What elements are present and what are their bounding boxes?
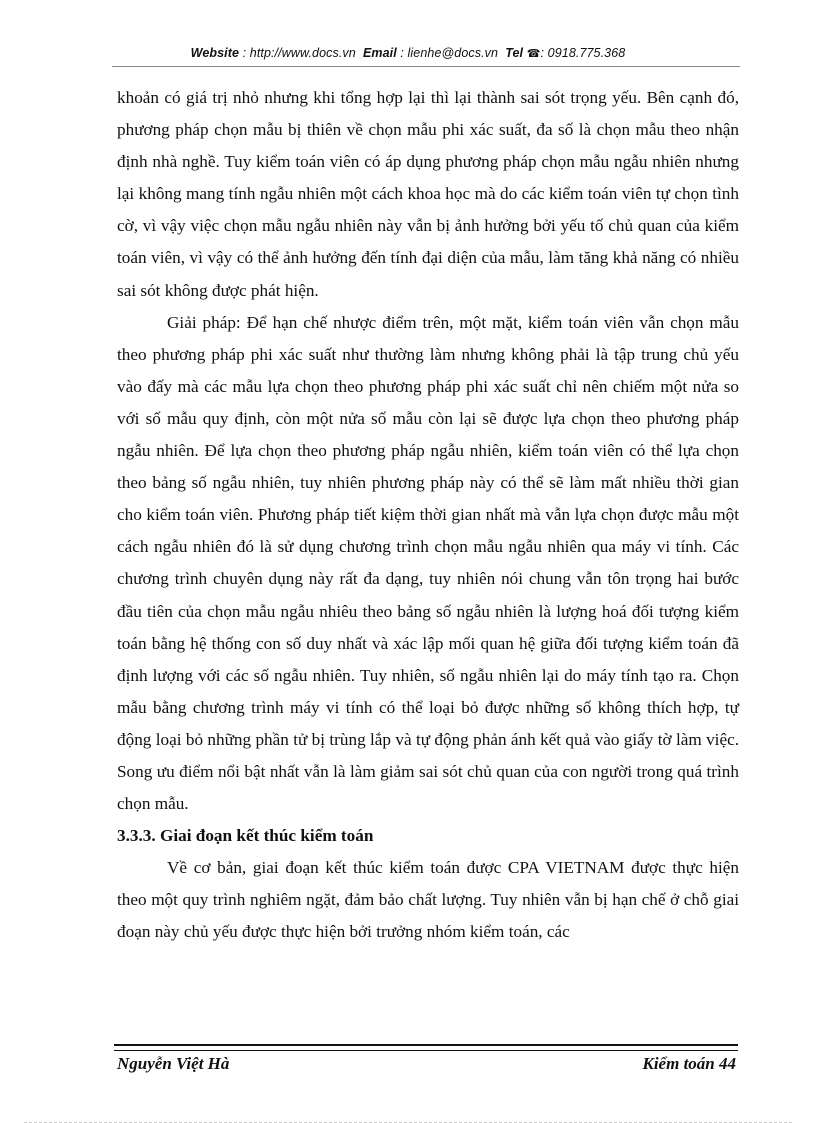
tel-value: : 0918.775.368 <box>540 46 626 60</box>
tel-label: Tel <box>505 46 524 60</box>
footer-divider-thick <box>114 1044 738 1046</box>
website-separator: : <box>239 46 250 60</box>
paragraph-3: Về cơ bản, giai đoạn kết thúc kiểm toán được CPA VIETNAM được thực hiện theo một quy trình nghiêm ngặt, đảm bảo chất lượng. Tuy nhiên vẫn bị hạn chế ở chỗ giai đoạn này chủ yếu được thực hiện bởi trưởng nhóm kiểm toán, các <box>117 858 739 942</box>
footer-page-label: Kiểm toán 44 <box>642 1054 736 1073</box>
email-label: Email <box>362 46 397 60</box>
website-url[interactable]: http://www.docs.vn <box>249 46 356 60</box>
email-value[interactable]: lienhe@docs.vn <box>407 46 499 60</box>
document-body <box>117 82 739 949</box>
email-separator: : <box>396 46 408 60</box>
website-label: Website <box>190 46 240 60</box>
footer-author: Nguyễn Việt Hà <box>117 1054 230 1073</box>
page-header <box>0 46 816 60</box>
paragraph-1: khoản có giá trị nhỏ nhưng khi tổng hợp lại thì lại thành sai sót trọng yếu. Bên cạnh đó, phương pháp chọn mẫu bị thiên về chọn mẫu phi xác suất, đa số là chọn mẫu theo nhận định nhà nghề. Tuy kiểm toán viên có áp dụng phương pháp chọn mẫu ngẫu nhiên nhưng lại không mang tính ngẫu nhiên một cách khoa học mà do các kiểm toán viên tự chọn tình cờ, vì vậy việc chọn mẫu ngẫu nhiên này vẫn bị ảnh hưởng bởi yếu tố chủ quan của kiểm toán viên, vì vậy có thể ảnh hưởng đến tính đại diện của mẫu, làm tăng khả năng có nhiều sai sót không được phát hiện. <box>117 88 739 300</box>
paragraph-2: Giải pháp: Để hạn chế nhược điểm trên, một mặt, kiểm toán viên vẫn chọn mẫu theo phương pháp phi xác suất như thường làm nhưng không phải là tập trung chủ yếu vào đấy mà các mẫu lựa chọn theo phương pháp phi xác suất chỉ nên chiếm một nửa so với số mẫu quy định, còn một nửa số mẫu còn lại sẽ được lựa chọn theo phương pháp ngẫu nhiên. Để lựa chọn theo phương pháp ngẫu nhiên, kiểm toán viên có thể lựa chọn theo bảng số ngẫu nhiên, tuy nhiên phương pháp này có thể sẽ làm mất nhiều thời gian cho kiểm toán viên. Phương pháp tiết kiệm thời gian nhất mà vẫn lựa chọn được mẫu một cách ngẫu nhiên đó là sử dụng chương trình chọn mẫu ngẫu nhiên qua máy vi tính. Các chương trình chuyên dụng này rất đa dạng, tuy nhiên nói chung vẫn tôn trọng hai bước đầu tiên của chọn mẫu ngẫu nhiêu theo bảng số ngẫu nhiên là lượng hoá đối tượng kiểm toán bằng hệ thống con số duy nhất và xác lập mối quan hệ giữa đối tượng kiểm toán đã định lượng với các số ngẫu nhiên. Tuy nhiên, số ngẫu nhiên lại do máy tính tạo ra. Chọn mẫu bằng chương trình máy vi tính có thể loại bỏ được những số không thích hợp, tự động loại bỏ những phần tử bị trùng lắp và tự động phản ánh kết quả vào giấy tờ làm việc. Song ưu điểm nổi bật nhất vẫn là làm giảm sai sót chủ quan của con người trong quá trình chọn mẫu. <box>117 312 739 814</box>
phone-icon: ☎ <box>526 48 541 60</box>
header-divider <box>112 66 740 67</box>
section-heading: 3.3.3. Giai đoạn kết thúc kiểm toán <box>117 826 374 846</box>
footer-divider-thin <box>114 1050 738 1051</box>
